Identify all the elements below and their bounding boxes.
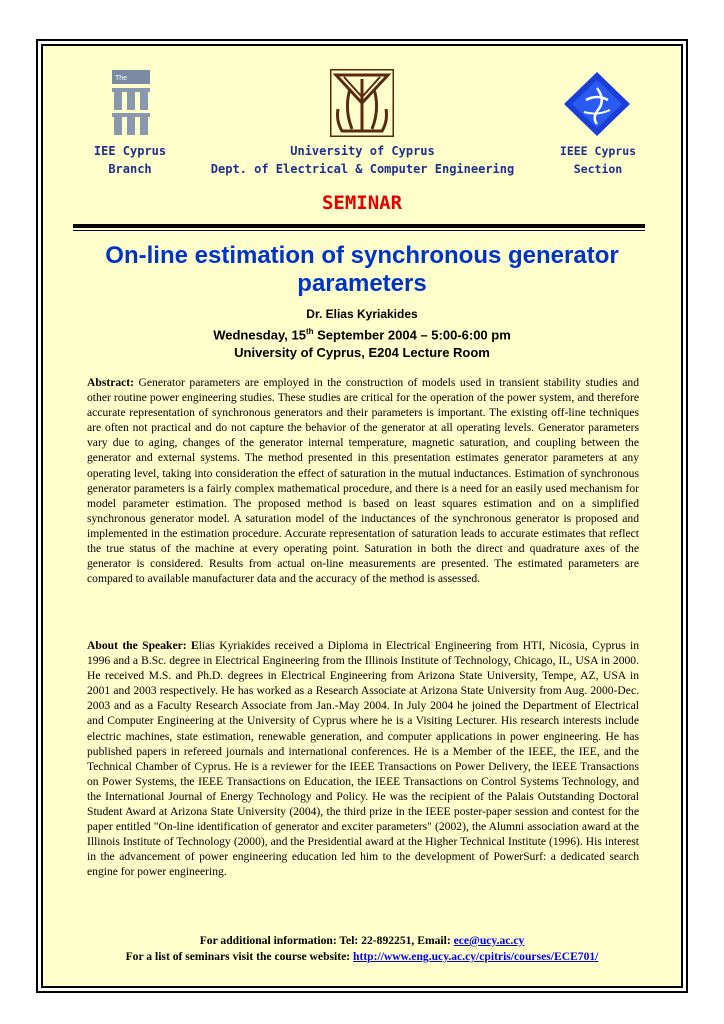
datetime-post: September 2004 – 5:00-6:00 pm (313, 327, 511, 343)
datetime-pre: Wednesday, 15 (213, 327, 306, 343)
iee-logo-icon (112, 70, 150, 136)
website-text: For a list of seminars visit the course website: (125, 950, 354, 963)
about-speaker-paragraph (87, 638, 639, 880)
seminar-datetime (60, 327, 664, 342)
divider-thick (73, 224, 645, 228)
iee-logo-text: The (115, 75, 128, 82)
contact-info (60, 934, 664, 947)
datetime-ordinal: th (305, 327, 314, 336)
university-header (190, 142, 535, 178)
ieee-cyprus-section (548, 142, 648, 178)
iee-branch: Branch (108, 162, 152, 176)
university-name: University of Cyprus (290, 144, 435, 158)
abstract-label: Abstract: (87, 376, 135, 389)
ieee-name: IEEE Cyprus (559, 144, 637, 158)
website-link[interactable]: http://www.eng.ucy.ac.cy/cpitris/courses/ECE701/ (353, 950, 599, 963)
contact-text: For additional information: Tel: 22-892251, Email: (199, 934, 454, 947)
about-text: lias Kyriakides received a Diploma in Electrical Engineering from HTI, Nicosia, Cyprus in 1996 and a B.Sc. degree in Electrical Engineering from the Illinois Institute of Technology, Chicago, IL, USA in 2000. He received M.S. and Ph.D. degrees in Electrical Engineering from Arizona State University, Tempe, AZ, USA in 2001 and 2003 respectively. He has worked as a Research Associate at Arizona State University from Aug. 2000-Dec. 2003 and as a Faculty Research Associate from Jan.-May 2004. In July 2004 he joined the Department of Electrical and Computer Engineering at the University of Cyprus where he is a Visiting Lecturer. His research interests include electric machines, state estimation, renewable generation, and computer applications in power engineering. He has published papers in refereed journals and international conferences. He is a Member of the IEEE, the IEE, and the Technical Chamber of Cyprus. He is a reviewer for the IEEE Transactions on Power Delivery, the IEEE Transactions on Power Systems, the IEEE Transactions on Education, the IEEE Transactions on Control Systems Technology, and the International Journal of Energy Technology and Policy. He was the recipient of the Palais Outstanding Doctoral Student Award at Arizona State University (2004), the third prize in the IEEE poster-paper session and contest for the paper entitled "On-line identification of generator and exciter parameters" (2002), the Alumni association award at the Illinois Institute of Technology (2000), and the Presidential award at the Higher Technical Institute (1996). His interest in the advancement of power engineering education led him to the development of PowerSurf: a dedicated search engine for power engineering. (87, 639, 639, 879)
university-logo-icon (330, 69, 394, 137)
ieee-section: Section (573, 162, 623, 176)
iee-cyprus-branch (82, 142, 178, 178)
abstract-text: Generator parameters are employed in the construction of models used in transient stability studies and other routine power engineering studies. These studies are critical for the operation of the power system, and therefore accurate representation of synchronous generators and their parameters is important. The existing off-line techniques are often not practical and do not capture the behavior of the generator at all operating levels. Generator parameters vary due to aging, changes of the generator internal temperature, magnetic saturation, and coupling between the generator and external systems. The method presented in this presentation estimates generator parameters at any operating level, taking into consideration the effect of saturation in the mutual inductances. Estimation of synchronous generator parameters is a fairly complex mathematical procedure, and there is a need for an easily used mechanism for model parameter estimation. The proposed method is based on least squares estimation and on a simplified synchronous generator model. A saturation model of the inductances of the synchronous generator is proposed and implemented in the estimation procedure. Accurate representation of saturation leads to accurate estimates that reflect the true status of the machine at every operating point. Saturation in both the direct and quadrature axes of the generator is considered. Results from actual on-line measurements are presented. The estimated parameters are compared to available manufacturer data and the accuracy of the method is assessed. (87, 376, 639, 586)
abstract-paragraph (87, 375, 639, 586)
seminar-label: SEMINAR (321, 192, 403, 214)
ieee-logo-icon (562, 70, 632, 138)
seminar-list-info (60, 950, 664, 963)
divider-thin (73, 230, 645, 231)
speaker-name: Dr. Elias Kyriakides (306, 307, 418, 321)
seminar-title: On-line estimation of synchronous generator parameters (105, 242, 619, 297)
department-name: Dept. of Electrical & Computer Engineering (210, 162, 515, 176)
email-link[interactable]: ece@ucy.ac.cy (453, 934, 525, 947)
iee-name: IEE Cyprus (93, 144, 167, 158)
seminar-venue: University of Cyprus, E204 Lecture Room (234, 345, 490, 360)
about-label: About the Speaker: E (87, 639, 199, 652)
